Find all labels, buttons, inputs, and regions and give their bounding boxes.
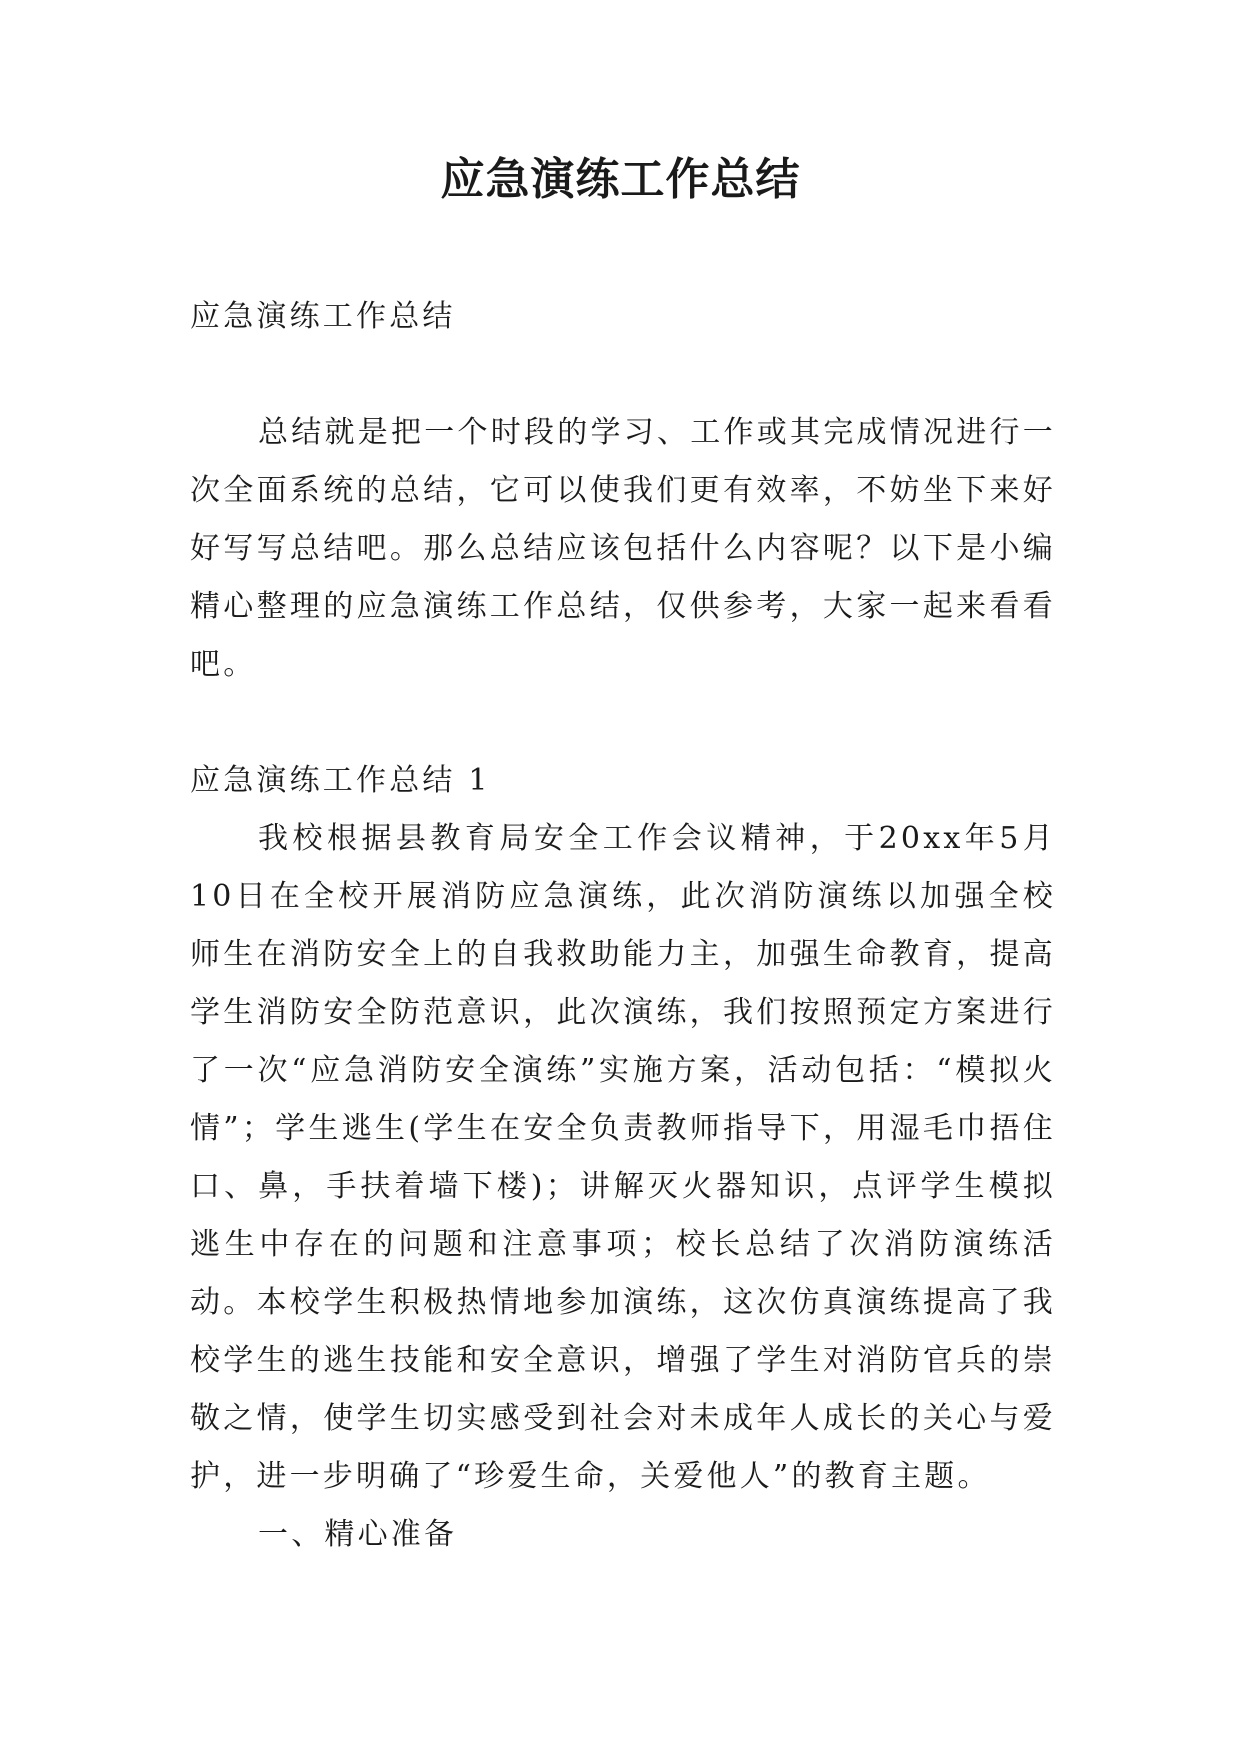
document-body [190, 288, 1056, 1564]
subsection-heading: 一、精心准备 [258, 1517, 458, 1552]
intro-paragraph: 总结就是把一个时段的学习、工作或其完成情况进行一次全面系统的总结，它可以使我们更有效率，不妨坐下来好好写写总结吧。那么总结应该包括什么内容呢？以下是小编精心整理的应急演练工作总结，仅供参考，大家一起来看看吧。 [190, 415, 1056, 682]
document-title: 应急演练工作总结 [440, 154, 801, 205]
section-paragraph: 我校根据县教育局安全工作会议精神，于20xx年5月10日在全校开展消防应急演练，此次消防演练以加强全校师生在消防安全上的自我救助能力主，加强生命教育，提高学生消防安全防范意识，此次演练，我们按照预定方案进行了一次“应急消防安全演练”实施方案，活动包括：“模拟火情”；学生逃生(学生在安全负责教师指导下，用湿毛巾捂住口、鼻，手扶着墙下楼)；讲解灭火器知识，点评学生模拟逃生中存在的问题和注意事项；校长总结了次消防演练活动。本校学生积极热情地参加演练，这次仿真演练提高了我校学生的逃生技能和安全意识，增强了学生对消防官兵的崇敬之情，使学生切实感受到社会对未成年人成长的关心与爱护，进一步明确了“珍爱生命，关爱他人”的教育主题。 [190, 821, 1056, 1494]
document-subtitle: 应急演练工作总结 [190, 299, 456, 334]
section-heading: 应急演练工作总结 1 [190, 763, 491, 798]
